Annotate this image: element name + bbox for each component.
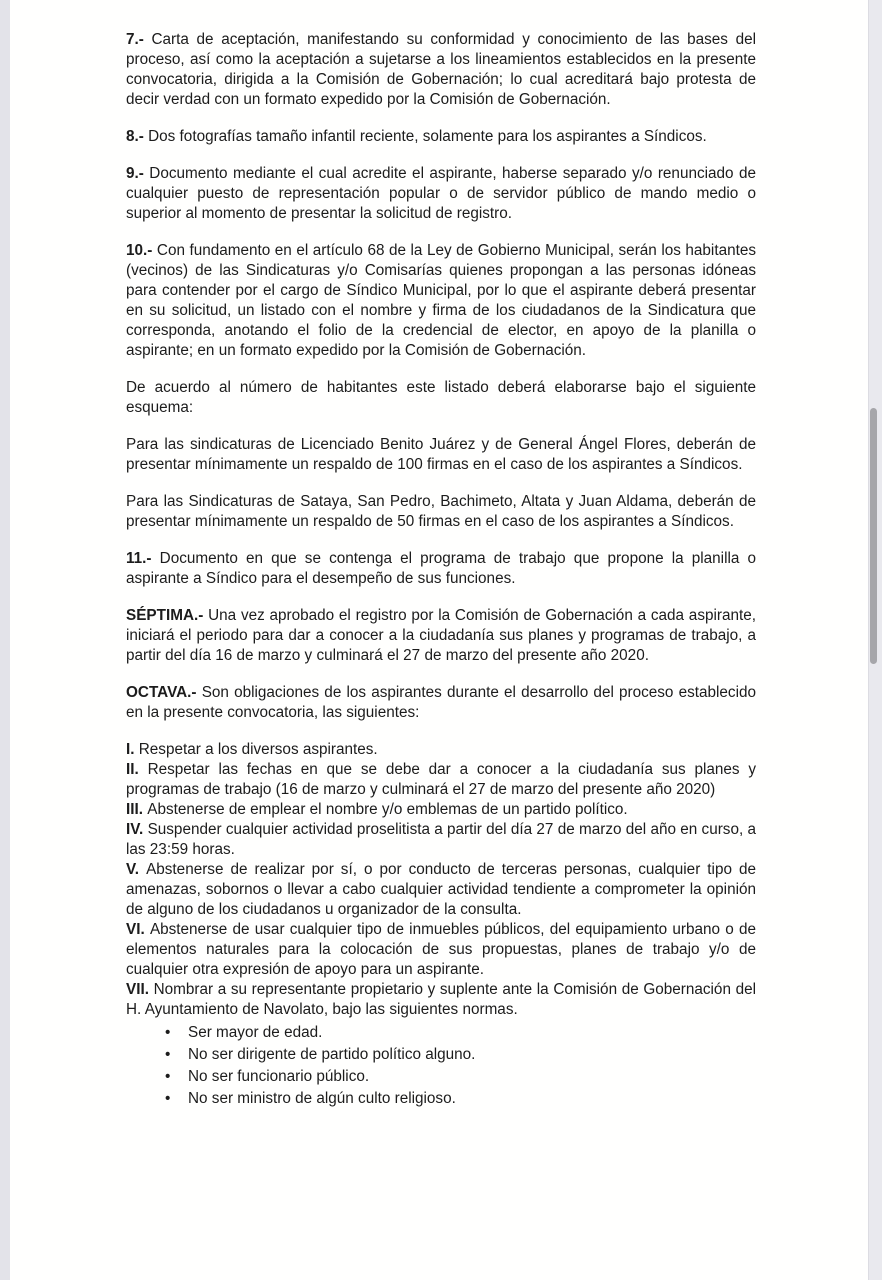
bullet-text: No ser dirigente de partido político alguno. [188,1046,476,1063]
obligation-text: Abstenerse de realizar por sí, o por conducto de terceras personas, cualquier tipo de amenazas, sobornos o llevar a cabo cualquier actividad tendiente a comprometer la opinión de alguno de los ciudadanos u organizador de la consulta. [126,861,756,918]
scrollbar-thumb[interactable] [870,408,877,664]
obligation-item-5 [126,860,756,920]
obligation-item-3 [126,800,756,820]
document-page [10,0,869,1280]
obligation-numeral: III. [126,801,148,818]
obligation-text: Nombrar a su representante propietario y suplente ante la Comisión de Gobernación del H. Ayuntamiento de Navolato, bajo las siguientes normas. [126,981,756,1018]
paragraph-label: 8.- [126,128,149,145]
bullet-item-2 [165,1044,756,1066]
obligation-numeral: VI. [126,921,150,938]
paragraph-sindicaturas-100-firmas [126,435,756,475]
paragraph-11 [126,549,756,589]
paragraph-label: SÉPTIMA.- [126,607,209,624]
paragraph-sindicaturas-50-firmas [126,492,756,532]
document-content [126,30,756,1110]
obligation-text: Respetar las fechas en que se debe dar a conocer a la ciudadanía sus planes y programas de trabajo (16 de marzo y culminará el 27 de marzo del presente año 2020) [126,761,756,798]
bullet-text: No ser ministro de algún culto religioso. [188,1090,456,1107]
obligation-numeral: VII. [126,981,154,998]
obligation-text: Respetar a los diversos aspirantes. [138,741,378,758]
obligation-numeral: I. [126,741,139,758]
paragraph-text: Dos fotografías tamaño infantil reciente, solamente para los aspirantes a Síndicos. [148,128,707,145]
scrollbar-track[interactable] [868,0,882,1280]
bullet-item-3 [165,1066,756,1088]
obligation-item-7 [126,980,756,1020]
bullet-text: Ser mayor de edad. [188,1024,323,1041]
paragraph-label: 11.- [126,550,160,567]
bullet-icon: • [165,1046,171,1063]
obligation-text: Abstenerse de usar cualquier tipo de inmuebles públicos, del equipamiento urbano o de elementos naturales para la colocación de sus propuestas, planes de trabajo y/o de cualquier otra expresión de apoyo para un aspirante. [126,921,757,978]
obligation-numeral: V. [126,861,147,878]
obligation-numeral: II. [126,761,148,778]
paragraph-7 [126,30,756,110]
requirements-bullet-list [126,1022,756,1110]
bullet-icon: • [165,1090,171,1107]
paragraph-text: De acuerdo al número de habitantes este listado deberá elaborarse bajo el siguiente esquema: [126,379,756,416]
obligation-text: Abstenerse de emplear el nombre y/o emblemas de un partido político. [147,801,628,818]
bullet-item-1 [165,1022,756,1044]
paragraph-8 [126,127,756,147]
paragraph-label: 7.- [126,31,152,48]
bullet-text: No ser funcionario público. [188,1068,370,1085]
bullet-item-4 [165,1088,756,1110]
obligation-item-2 [126,760,756,800]
obligations-list [126,740,756,1020]
paragraph-9 [126,164,756,224]
paragraph-label: 9.- [126,165,150,182]
paragraph-text: Para las Sindicaturas de Sataya, San Pedro, Bachimeto, Altata y Juan Aldama, deberán de presentar mínimamente un respaldo de 50 firmas en el caso de los aspirantes a Síndicos. [126,493,756,530]
obligation-item-1 [126,740,756,760]
bullet-icon: • [165,1068,171,1085]
obligation-text: Suspender cualquier actividad proselitista a partir del día 27 de marzo del año en curso, a las 23:59 horas. [126,821,756,858]
paragraph-text: Carta de aceptación, manifestando su conformidad y conocimiento de las bases del proceso, así como la aceptación a sujetarse a los lineamientos establecidos en la presente convocatoria, dirigida a la Comisión de Gobernación; lo cual acreditará bajo protesta de decir verdad con un formato expedido por la Comisión de Gobernación. [126,31,756,108]
paragraph-label: OCTAVA.- [126,684,202,701]
paragraph-10 [126,241,756,361]
paragraph-label: 10.- [126,242,157,259]
paragraph-text: Una vez aprobado el registro por la Comisión de Gobernación a cada aspirante, iniciará el periodo para dar a conocer a la ciudadanía sus planes y programas de trabajo, a partir del día 16 de marzo y culminará el 27 de marzo del presente año 2020. [126,607,756,664]
paragraph-text: Documento mediante el cual acredite el aspirante, haberse separado y/o renunciado de cualquier puesto de representación popular o de servidor público de mando medio o superior al momento de presentar la solicitud de registro. [126,165,756,222]
obligation-numeral: IV. [126,821,148,838]
paragraph-text: Con fundamento en el artículo 68 de la Ley de Gobierno Municipal, serán los habitantes (vecinos) de las Sindicaturas y/o Comisarías quienes propongan a las personas idóneas para contender por el cargo de Síndico Municipal, por lo que el aspirante deberá presentar en su solicitud, un listado con el nombre y firma de los ciudadanos de la Sindicatura que corresponda, anotando el folio de la credencial de elector, en apoyo de la planilla o aspirante; en un formato expedido por la Comisión de Gobernación. [126,242,756,359]
obligation-item-6 [126,920,756,980]
paragraph-text: Son obligaciones de los aspirantes durante el desarrollo del proceso establecido en la presente convocatoria, las siguientes: [126,684,756,721]
paragraph-text: Documento en que se contenga el programa de trabajo que propone la planilla o aspirante a Síndico para el desempeño de sus funciones. [126,550,757,587]
paragraph-octava [126,683,756,723]
obligation-item-4 [126,820,756,860]
paragraph-listado-esquema [126,378,756,418]
bullet-icon: • [165,1024,171,1041]
paragraph-text: Para las sindicaturas de Licenciado Benito Juárez y de General Ángel Flores, deberán de presentar mínimamente un respaldo de 100 firmas en el caso de los aspirantes a Síndicos. [126,436,756,473]
paragraph-septima [126,606,756,666]
